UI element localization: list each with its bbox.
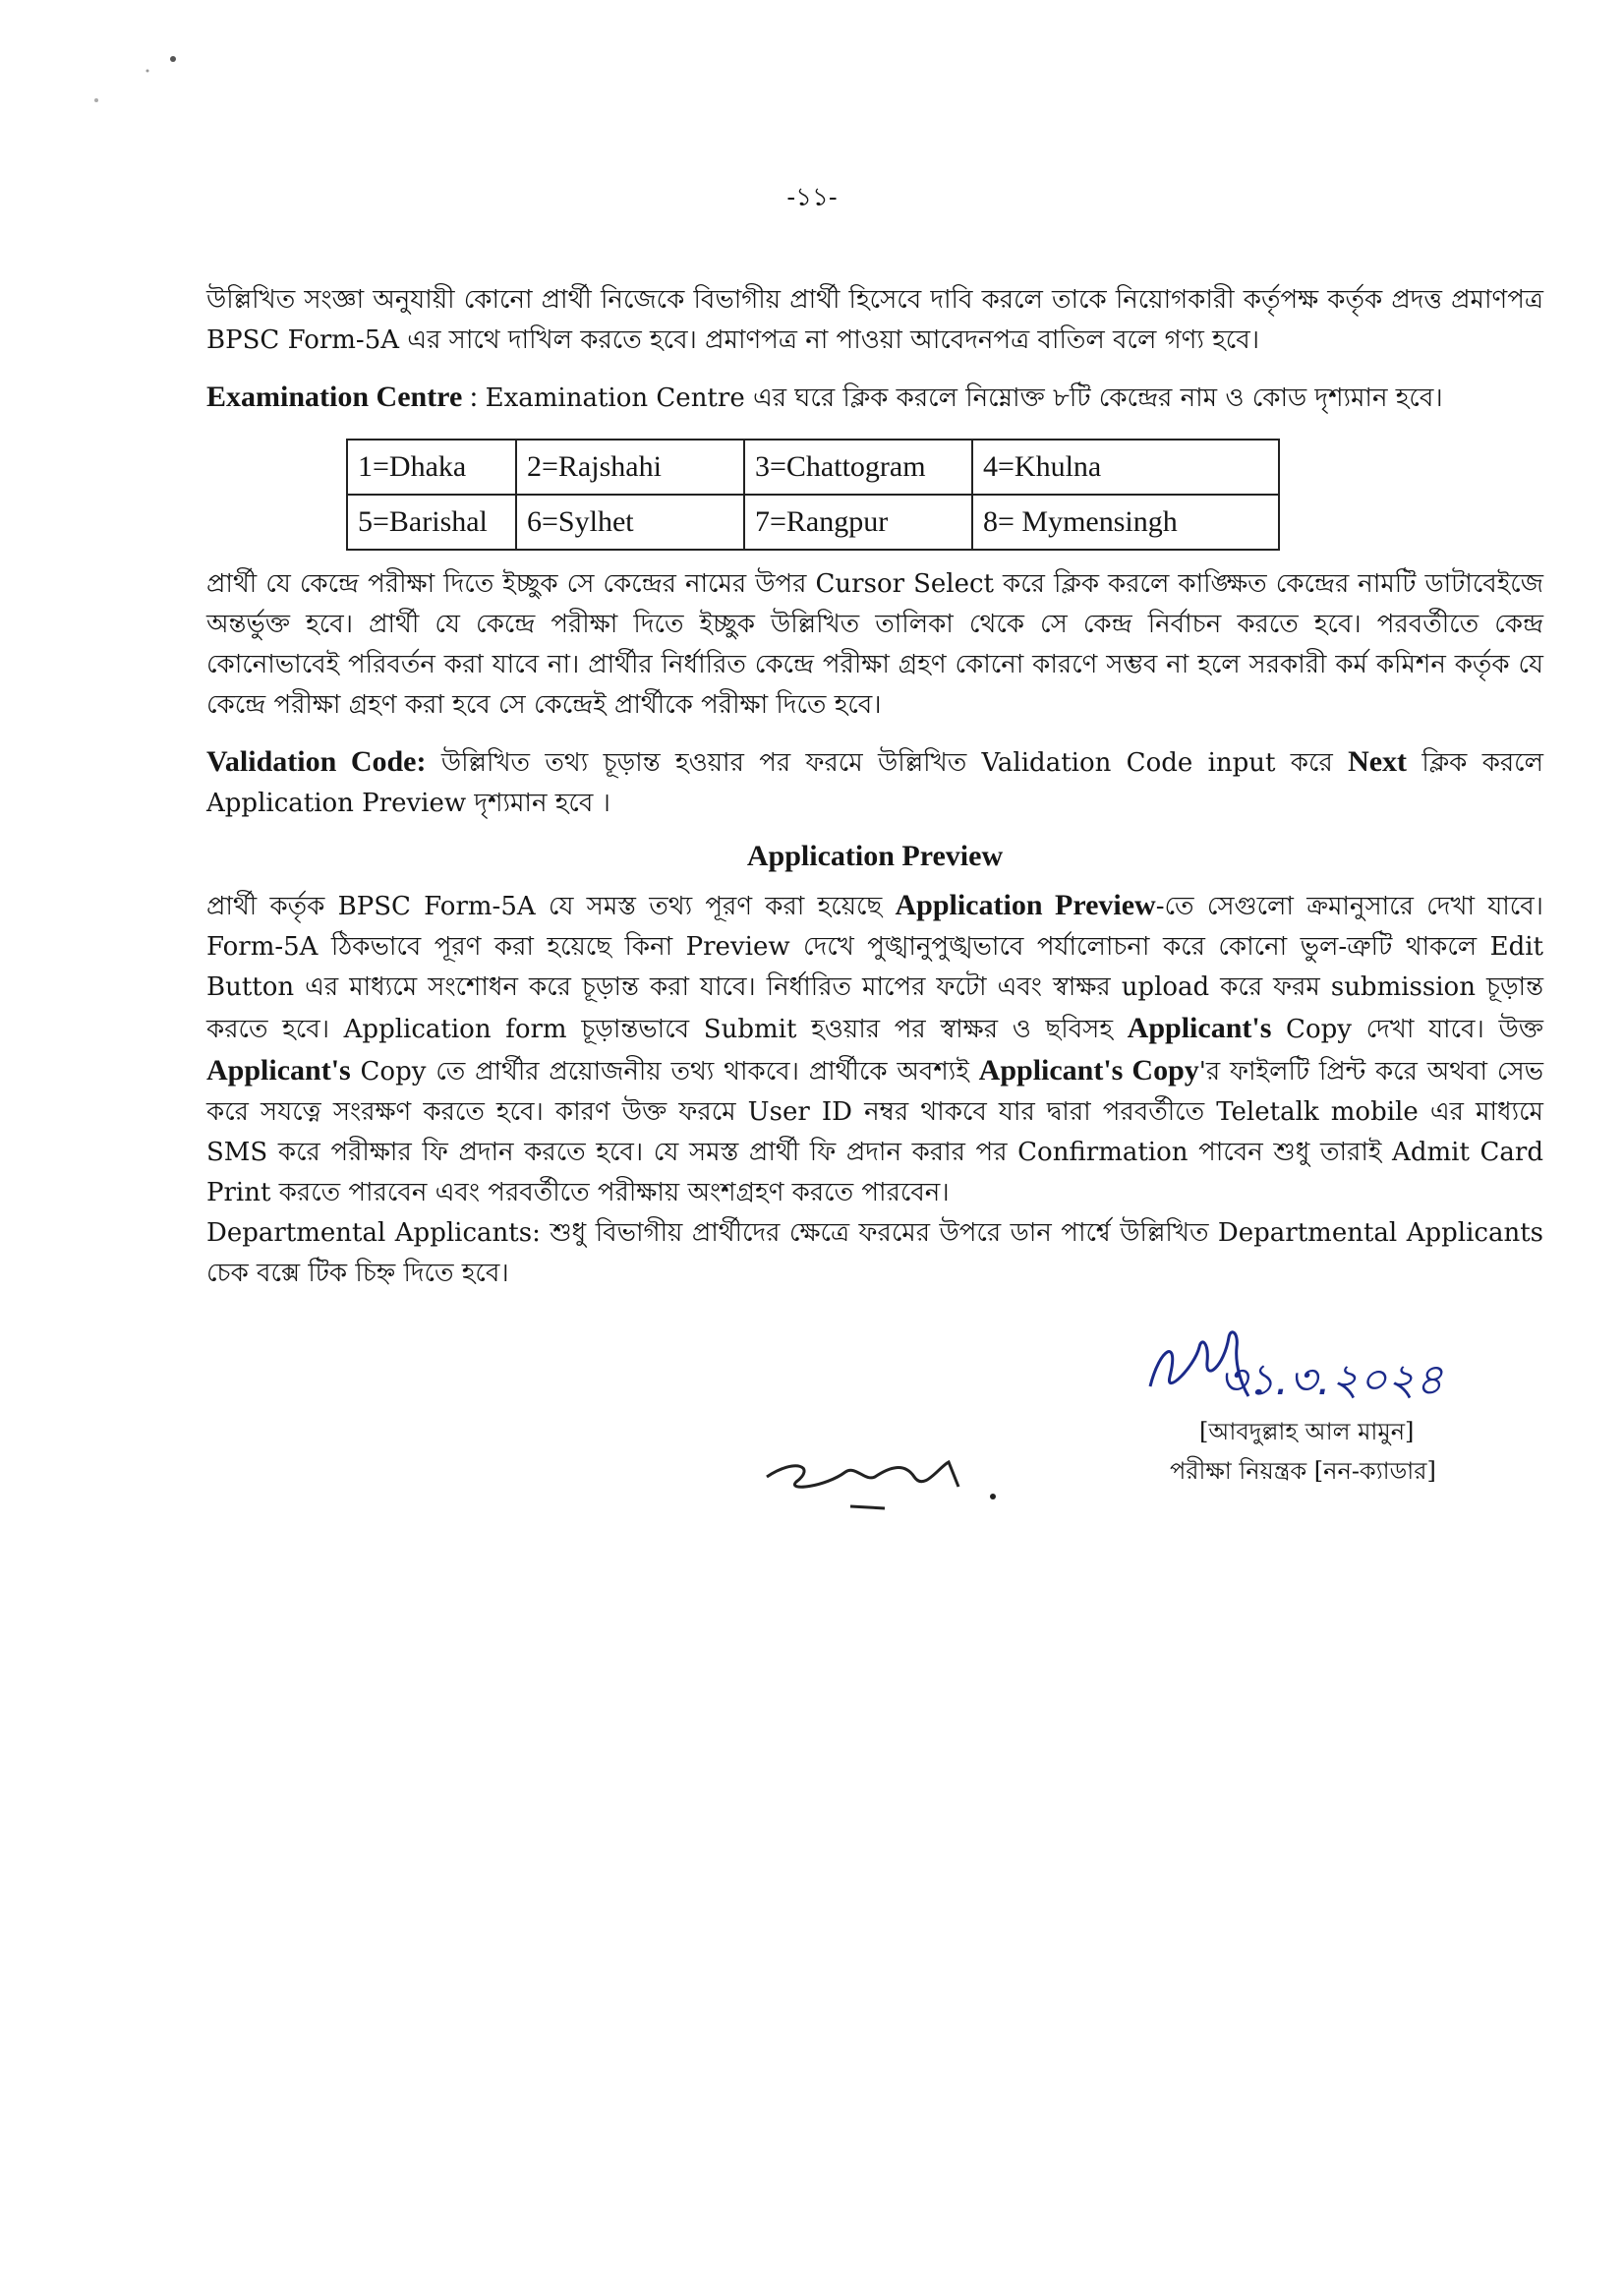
preview-text-i: 'র ফাইলটি প্রিন্ট করে অথবা সেভ করে সযত্নে সংরক্ষণ করতে হবে। কারণ উক্ত ফরমে User ID নম্বর থাকবে যার দ্বারা পরবর্তীতে Teletalk mobile এর মাধ্যমে SMS করে পরীক্ষার ফি প্রদান করতে হবে। যে সমস্ত প্রার্থী ফি প্রদান করার পর Confirmation পাবেন শুধু তারাই Admit Card Print করতে পারবেন এবং পরবর্তীতে পরীক্ষায় অংশগ্রহণ করতে পারবেন। [206,1057,1543,1207]
application-preview-paragraph [206,885,1543,1213]
application-preview-heading: Application Preview [746,840,1004,872]
intro-text: উল্লিখিত সংজ্ঞা অনুযায়ী কোনো প্রার্থী নিজেকে বিভাগীয় প্রার্থী হিসেবে দাবি করলে তাকে নিয়োগকারী কর্তৃপক্ষ কর্তৃক প্রদত্ত প্রমাণপত্র BPSC Form-5A এর সাথে দাখিল করতে হবে। প্রমাণপত্র না পাওয়া আবেদনপত্র বাতিল বলে গণ্য হবে। [206,285,1543,355]
scan-specks [79,49,197,128]
preview-keyword: Application Preview [895,889,1156,921]
exam-centre-text: Examination Centre এর ঘরে ক্লিক করলে নিম্নোক্ত ৮টি কেন্দ্রের নাম ও কোড দৃশ্যমান হবে। [485,383,1443,413]
departmental-text: Departmental Applicants: শুধু বিভাগীয় প্রার্থীদের ক্ষেত্রে ফরমের উপরে ডান পার্শ্বে উল্লিখিত Departmental Applicants চেক বক্সে টিক চিহ্ন দিতে হবে। [206,1218,1543,1288]
exam-centre-table [346,439,1280,551]
document-body [206,280,1543,1294]
signatory-name: [আবদুল্লাহ আল মামুন] [1199,1418,1415,1445]
departmental-paragraph [206,1213,1543,1294]
preview-text-c: -তে সেগুলো ক্রমানুসারে দেখা যাবে। Form-5A ঠিকভাবে পূরণ করা হয়েছে কিনা Preview দেখে পুঙ্খানুপুঙ্খভাবে পর্যালোচনা করে কোনো ভুল-ত্রুটি থাকলে Edit Button এর মাধ্যমে সংশোধন করে চূড়ান্ত করা যাবে। নির্ধারিত মাপের ফটো এবং স্বাক্ষর upload করে ফরম submission চূড়ান্ত করতে হবে। Application form চূড়ান্তভাবে Submit হওয়ার পর স্বাক্ষর ও ছবিসহ [206,892,1543,1044]
table-cell: 5=Barishal [347,495,516,550]
validation-paragraph [206,741,1543,824]
table-cell: 4=Khulna [972,440,1279,495]
table-cell: 3=Chattogram [744,440,972,495]
intro-paragraph [206,280,1543,361]
table-row [347,495,1279,550]
page-number: -১১- [786,183,838,212]
table-row [347,440,1279,495]
validation-text-b: ক্লিক করলে Application Preview দৃশ্যমান হবে । [206,748,1544,818]
table-cell: 7=Rangpur [744,495,972,550]
preview-text-e: Copy দেখা যাবে। উক্ত [1271,1015,1543,1044]
preview-text-a: প্রার্থী কর্তৃক BPSC Form-5A যে সমস্ত তথ্য পূরণ করা হয়েছে [206,892,896,921]
validation-text-a: উল্লিখিত তথ্য চূড়ান্ত হওয়ার পর ফরমে উল্লিখিত Validation Code input করে [426,748,1349,778]
exam-centre-label: Examination Centre [206,381,463,413]
next-keyword: Next [1348,745,1408,778]
signatory-title: পরীক্ষা নিয়ন্ত্রক [নন-ক্যাডার] [1170,1457,1436,1485]
applicants-keyword: Applicant's [1127,1012,1272,1044]
exam-centre-paragraph [206,377,1543,419]
validation-label: Validation Code: [206,745,427,778]
exam-centre-sep: : [462,381,486,413]
table-cell: 8= Mymensingh [972,495,1279,550]
table-cell: 2=Rajshahi [516,440,744,495]
exam-centre-note-text: প্রার্থী যে কেন্দ্রে পরীক্ষা দিতে ইচ্ছুক সে কেন্দ্রের নামের উপর Cursor Select করে ক্লিক করলে কাঙ্ক্ষিত কেন্দ্রের নামটি ডাটাবেইজে অন্তর্ভুক্ত হবে। প্রার্থী যে কেন্দ্রে পরীক্ষা দিতে ইচ্ছুক উল্লিখিত তালিকা থেকে সে কেন্দ্র নির্বাচন করতে হবে। পরবর্তীতে কেন্দ্র কোনোভাবেই পরিবর্তন করা যাবে না। প্রার্থীর নির্ধারিত কেন্দ্রে পরীক্ষা গ্রহণ কোনো কারণে সম্ভব না হলে সরকারী কর্ম কমিশন কর্তৃক যে কেন্দ্রে পরীক্ষা গ্রহণ করা হবে সে কেন্দ্রেই প্রার্থীকে পরীক্ষা দিতে হবে। [206,569,1543,720]
applicants-keyword: Applicant's [206,1054,351,1087]
exam-centre-note [206,564,1543,726]
table-cell: 6=Sylhet [516,495,744,550]
table-cell: 1=Dhaka [347,440,516,495]
preview-text-g: Copy তে প্রার্থীর প্রয়োজনীয় তথ্য থাকবে। প্রার্থীকে অবশ্যই [350,1057,979,1087]
handwritten-initials [757,1438,1013,1526]
applicants-copy-keyword: Applicant's Copy [978,1054,1199,1087]
signature-date: ৩১.৩.২০২৪ [1219,1355,1444,1405]
